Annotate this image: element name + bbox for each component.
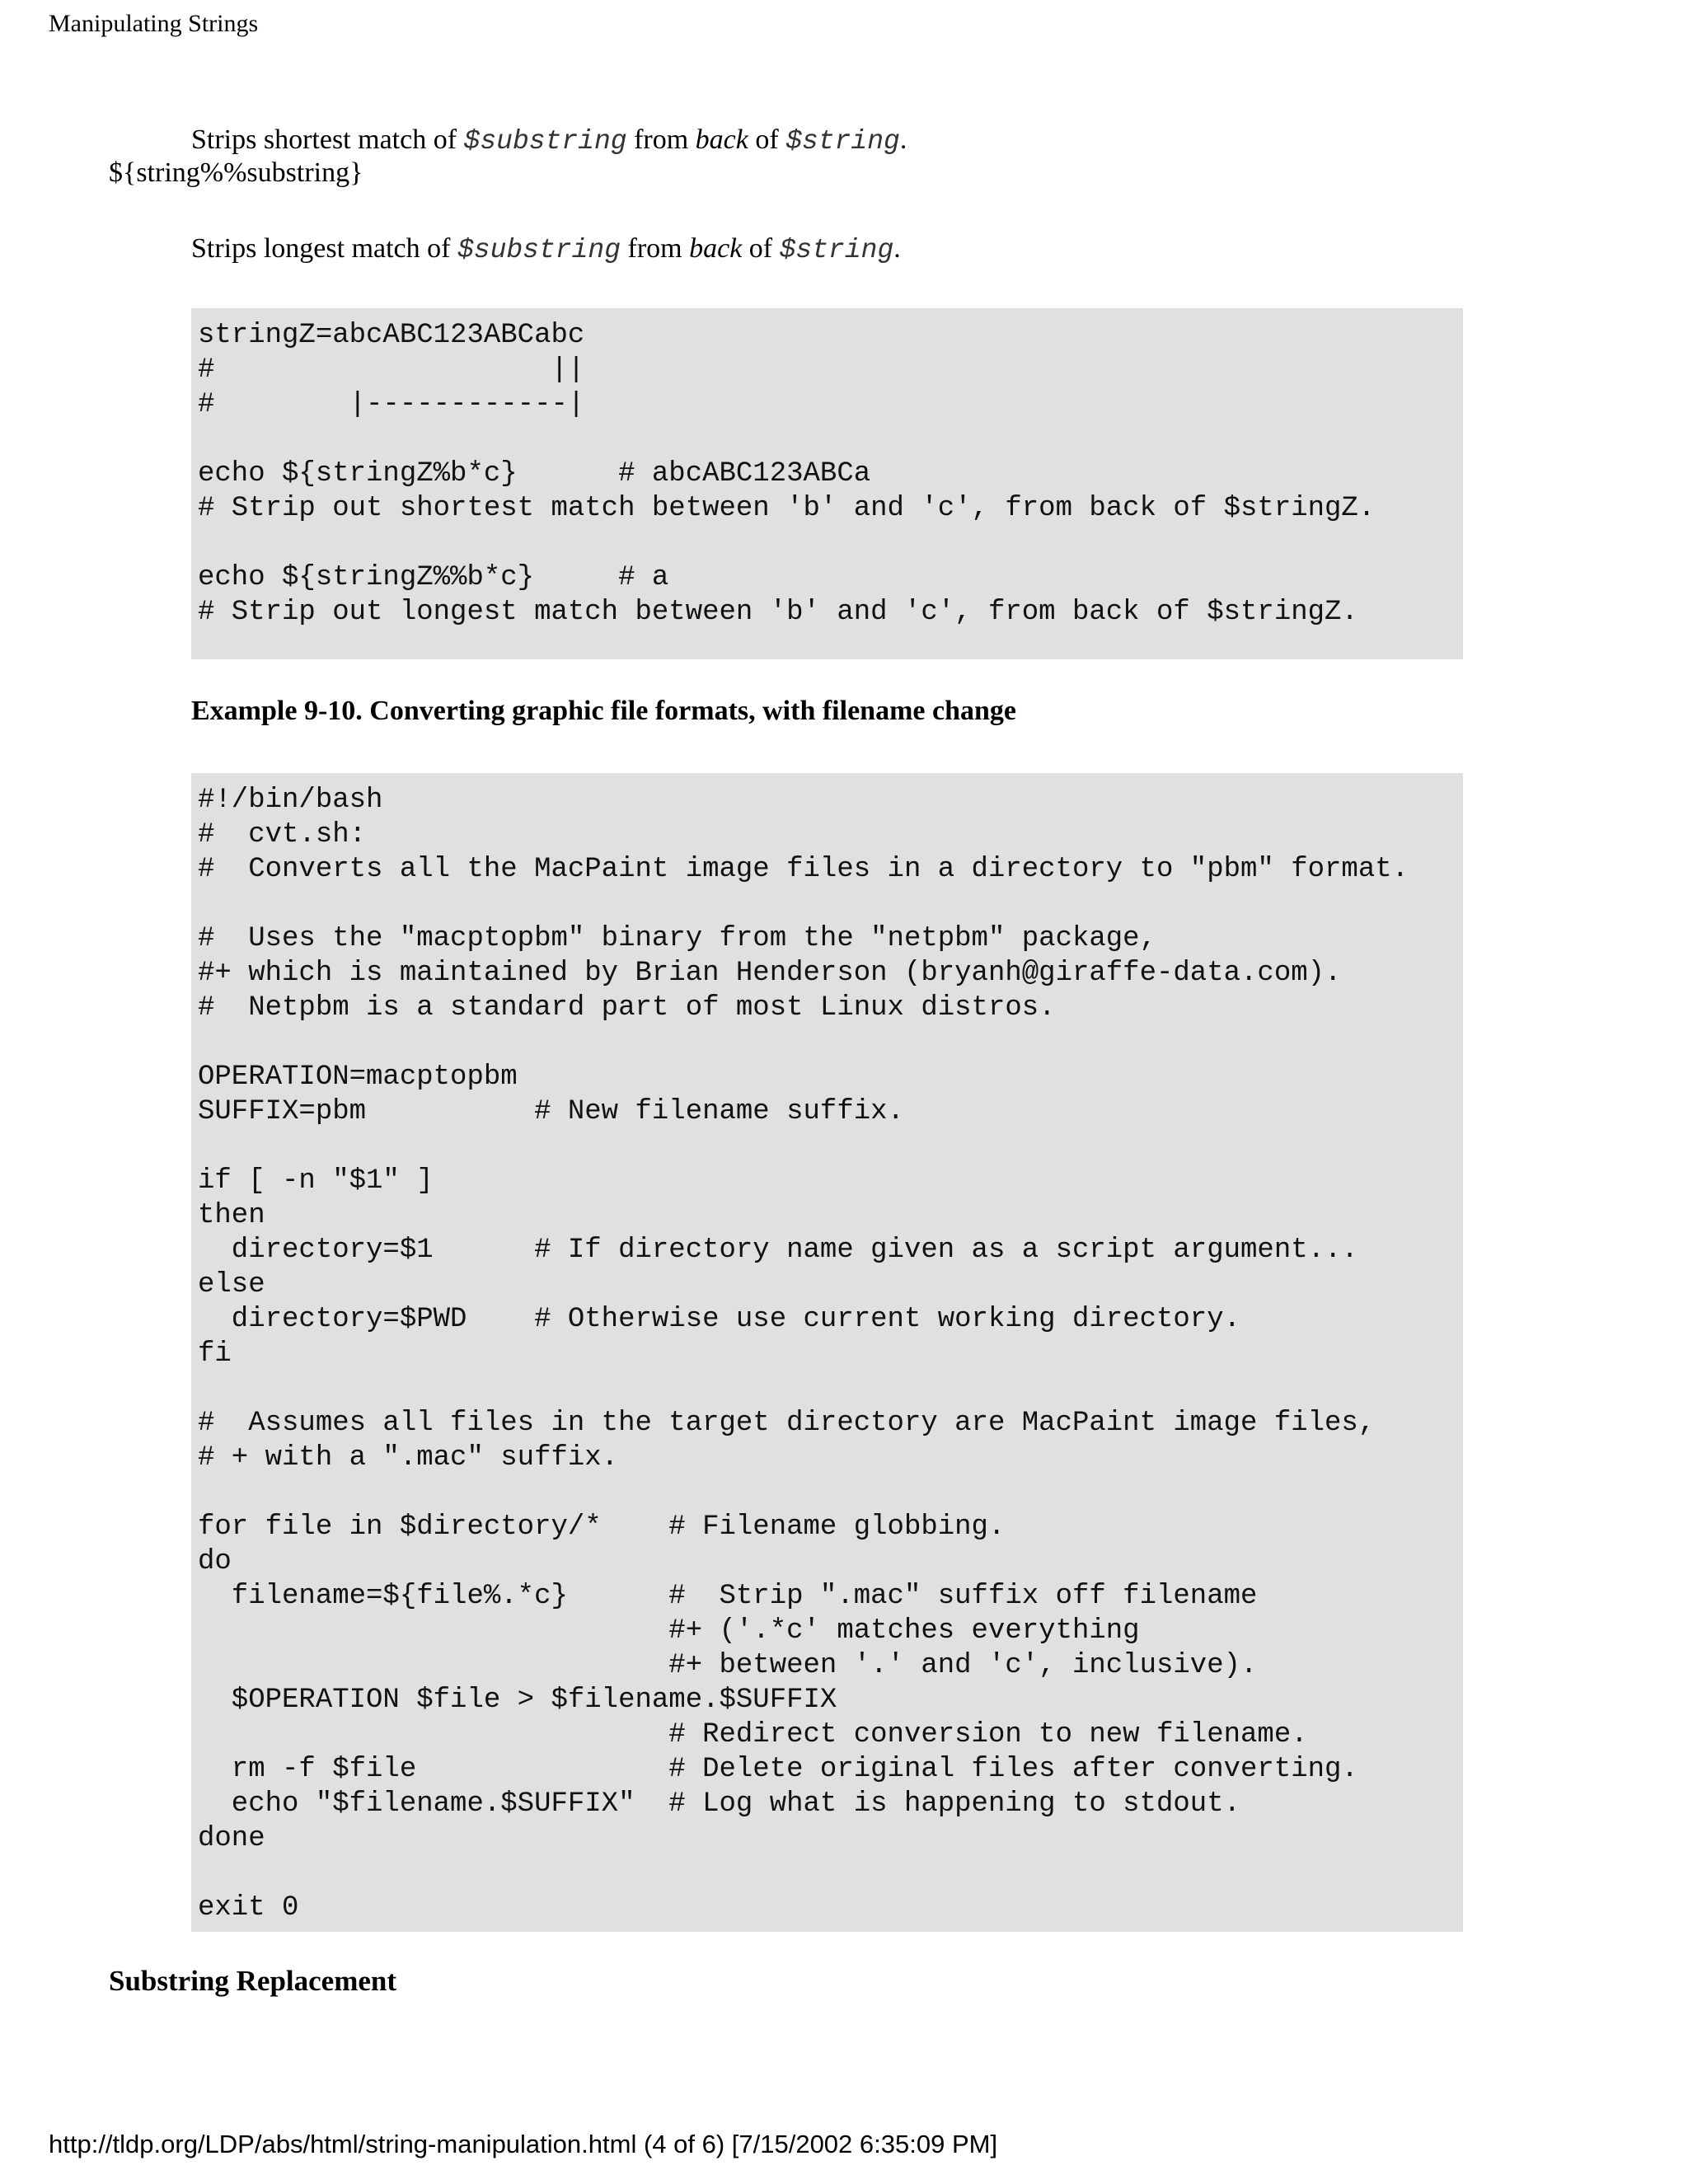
description-shortest-back: [191, 122, 907, 160]
code-listing: stringZ=abcABC123ABCabc # || # |------------| echo ${stringZ%b*c} # abcABC123ABCa # Strip out shortest match between 'b' and 'c', from back of $stringZ. echo ${stringZ%%b*c} # a # Strip out longest match between 'b' and 'c', from back of $stringZ.: [198, 320, 1376, 628]
inline-code: $substring: [457, 235, 621, 265]
desc-text: Strips longest match of: [191, 233, 457, 264]
term-longest-back: ${string%%substring}: [109, 157, 363, 188]
code-block-string-strip: [191, 308, 1463, 659]
inline-code: $substring: [463, 126, 627, 157]
code-block-cvt-script: [191, 773, 1463, 1932]
running-header: Manipulating Strings: [49, 10, 259, 37]
desc-text: .: [899, 124, 907, 155]
emphasis: back: [695, 124, 748, 155]
desc-text: .: [893, 233, 901, 264]
page-footer-source: http://tldp.org/LDP/abs/html/string-manipulation.html (4 of 6) [7/15/2002 6:35:09 PM]: [49, 2130, 998, 2158]
section-title: Substring Replacement: [109, 1965, 397, 1997]
inline-code: $string: [779, 235, 894, 265]
desc-text: from: [626, 124, 696, 155]
description-longest-back: [191, 231, 901, 269]
desc-text: of: [742, 233, 780, 264]
desc-text: of: [748, 124, 786, 155]
code-listing: #!/bin/bash # cvt.sh: # Converts all the MacPaint image files in a directory to "pbm" format. # Uses the "macptopbm" binary from the "netpbm" package, #+ which is maintained by Brian Henderson (bryanh@giraffe-data.com). # Netpbm is a standard part of most Linux distros. OPERATION=macptopbm SUFFIX=pbm # New filename suffix. if [ -n "$1" ] then directory=$1 # If directory name given as a script argument... else directory=$PWD # Otherwise use current working directory. fi # Assumes all files in the target directory are MacPaint image files, # + with a ".mac" suffix. for file in $directory/* # Filename globbing. do filename=${file%.*c} # Strip ".mac" suffix off filename #+ ('.*c' matches everything #+ between '.' and 'c', inclusive). $OPERATION $file > $filename.$SUFFIX # Redirect conversion to new filename. rm -f $file # Delete original files after converting. echo "$filename.$SUFFIX" # Log what is happening to stdout. done exit 0: [198, 785, 1409, 1924]
example-title: Example 9-10. Converting graphic file formats, with filename change: [191, 696, 1016, 726]
inline-code: $string: [785, 126, 900, 157]
desc-text: from: [621, 233, 690, 264]
desc-text: Strips shortest match of: [191, 124, 464, 155]
emphasis: back: [689, 233, 743, 264]
